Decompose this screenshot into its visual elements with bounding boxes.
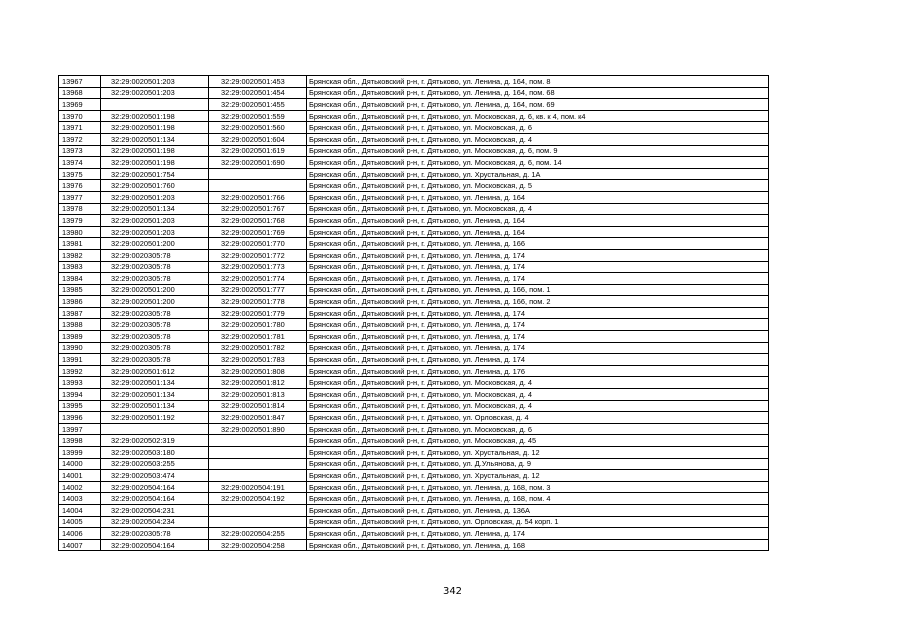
parent-cadastral-number-cell: 32:29:0020305:78	[101, 307, 209, 319]
parent-cadastral-number-cell: 32:29:0020501:134	[101, 389, 209, 401]
table-row	[59, 504, 769, 516]
table-row	[59, 470, 769, 482]
table-row	[59, 87, 769, 99]
row-number-cell: 14007	[59, 539, 101, 551]
parent-cadastral-number-cell: 32:29:0020502:319	[101, 435, 209, 447]
row-number-cell: 13990	[59, 342, 101, 354]
cadastral-number-cell	[209, 447, 307, 459]
row-number-cell: 13978	[59, 203, 101, 215]
table-row	[59, 238, 769, 250]
address-cell: Брянская обл., Дятьковский р-н, г. Дятьково, ул. Ленина, д. 164	[307, 191, 769, 203]
table-row	[59, 539, 769, 551]
address-cell: Брянская обл., Дятьковский р-н, г. Дятьково, ул. Ленина, д. 166, пом. 1	[307, 284, 769, 296]
row-number-cell: 13986	[59, 296, 101, 308]
address-cell: Брянская обл., Дятьковский р-н, г. Дятьково, ул. Ленина, д. 174	[307, 342, 769, 354]
cadastral-number-cell: 32:29:0020501:777	[209, 284, 307, 296]
row-number-cell: 13968	[59, 87, 101, 99]
cadastral-number-cell: 32:29:0020501:769	[209, 226, 307, 238]
row-number-cell: 13996	[59, 412, 101, 424]
cadastral-number-cell: 32:29:0020501:773	[209, 261, 307, 273]
cadastral-number-cell: 32:29:0020501:455	[209, 99, 307, 111]
table-row	[59, 493, 769, 505]
cadastral-number-cell: 32:29:0020501:847	[209, 412, 307, 424]
row-number-cell: 13980	[59, 226, 101, 238]
parent-cadastral-number-cell: 32:29:0020305:78	[101, 261, 209, 273]
parent-cadastral-number-cell: 32:29:0020501:200	[101, 284, 209, 296]
row-number-cell: 13981	[59, 238, 101, 250]
table-row	[59, 412, 769, 424]
address-cell: Брянская обл., Дятьковский р-н, г. Дятьково, ул. Московская, д. 4	[307, 133, 769, 145]
address-cell: Брянская обл., Дятьковский р-н, г. Дятьково, ул. Московская, д. 4	[307, 400, 769, 412]
address-cell: Брянская обл., Дятьковский р-н, г. Дятьково, ул. Хрустальная, д. 12	[307, 447, 769, 459]
address-cell: Брянская обл., Дятьковский р-н, г. Дятьково, ул. Московская, д. 4	[307, 203, 769, 215]
row-number-cell: 13999	[59, 447, 101, 459]
row-number-cell: 13995	[59, 400, 101, 412]
cadastral-number-cell	[209, 516, 307, 528]
table-row	[59, 516, 769, 528]
cadastral-number-cell	[209, 458, 307, 470]
row-number-cell: 13983	[59, 261, 101, 273]
cadastral-number-cell	[209, 504, 307, 516]
table-row	[59, 157, 769, 169]
row-number-cell: 13994	[59, 389, 101, 401]
address-cell: Брянская обл., Дятьковский р-н, г. Дятьково, ул. Хрустальная, д. 12	[307, 470, 769, 482]
table-row	[59, 377, 769, 389]
table-row	[59, 180, 769, 192]
parent-cadastral-number-cell: 32:29:0020501:203	[101, 215, 209, 227]
parent-cadastral-number-cell: 32:29:0020501:134	[101, 133, 209, 145]
table-row	[59, 168, 769, 180]
row-number-cell: 13993	[59, 377, 101, 389]
table-body	[59, 76, 769, 551]
parent-cadastral-number-cell: 32:29:0020501:198	[101, 145, 209, 157]
page-number: 342	[442, 586, 463, 597]
row-number-cell: 13972	[59, 133, 101, 145]
address-cell: Брянская обл., Дятьковский р-н, г. Дятьково, ул. Д.Ульянова, д. 9	[307, 458, 769, 470]
cadastral-number-cell: 32:29:0020501:814	[209, 400, 307, 412]
row-number-cell: 13985	[59, 284, 101, 296]
row-number-cell: 13974	[59, 157, 101, 169]
table-row	[59, 284, 769, 296]
cadastral-number-cell: 32:29:0020501:778	[209, 296, 307, 308]
address-cell: Брянская обл., Дятьковский р-н, г. Дятьково, ул. Ленина, д. 174	[307, 307, 769, 319]
table-row	[59, 203, 769, 215]
address-cell: Брянская обл., Дятьковский р-н, г. Дятьково, ул. Московская, д. 5	[307, 180, 769, 192]
address-cell: Брянская обл., Дятьковский р-н, г. Дятьково, ул. Ленина, д. 164	[307, 226, 769, 238]
table-row	[59, 261, 769, 273]
parent-cadastral-number-cell: 32:29:0020305:78	[101, 528, 209, 540]
row-number-cell: 13982	[59, 249, 101, 261]
cadastral-number-cell: 32:29:0020501:780	[209, 319, 307, 331]
cadastral-number-cell: 32:29:0020501:781	[209, 331, 307, 343]
address-cell: Брянская обл., Дятьковский р-н, г. Дятьково, ул. Московская, д. 6, пом. 9	[307, 145, 769, 157]
table-row	[59, 307, 769, 319]
address-cell: Брянская обл., Дятьковский р-н, г. Дятьково, ул. Московская, д. 6, кв. к 4, пом. к4	[307, 110, 769, 122]
address-cell: Брянская обл., Дятьковский р-н, г. Дятьково, ул. Хрустальная, д. 1А	[307, 168, 769, 180]
address-cell: Брянская обл., Дятьковский р-н, г. Дятьково, ул. Ленина, д. 164, пом. 8	[307, 76, 769, 88]
parent-cadastral-number-cell: 32:29:0020305:78	[101, 331, 209, 343]
cadastral-number-cell: 32:29:0020501:560	[209, 122, 307, 134]
address-cell: Брянская обл., Дятьковский р-н, г. Дятьково, ул. Ленина, д. 164	[307, 215, 769, 227]
cadastral-number-cell: 32:29:0020501:774	[209, 273, 307, 285]
row-number-cell: 13969	[59, 99, 101, 111]
parent-cadastral-number-cell: 32:29:0020503:180	[101, 447, 209, 459]
row-number-cell: 13967	[59, 76, 101, 88]
address-cell: Брянская обл., Дятьковский р-н, г. Дятьково, ул. Ленина, д. 174	[307, 261, 769, 273]
property-table	[58, 75, 769, 551]
address-cell: Брянская обл., Дятьковский р-н, г. Дятьково, ул. Ленина, д. 174	[307, 249, 769, 261]
table-row	[59, 342, 769, 354]
table-row	[59, 481, 769, 493]
table-row	[59, 296, 769, 308]
table-row	[59, 122, 769, 134]
table-row	[59, 423, 769, 435]
parent-cadastral-number-cell: 32:29:0020501:612	[101, 365, 209, 377]
row-number-cell: 14000	[59, 458, 101, 470]
parent-cadastral-number-cell: 32:29:0020501:198	[101, 122, 209, 134]
row-number-cell: 13988	[59, 319, 101, 331]
parent-cadastral-number-cell: 32:29:0020504:164	[101, 481, 209, 493]
row-number-cell: 14002	[59, 481, 101, 493]
table-row	[59, 249, 769, 261]
parent-cadastral-number-cell: 32:29:0020501:203	[101, 87, 209, 99]
row-number-cell: 13971	[59, 122, 101, 134]
address-cell: Брянская обл., Дятьковский р-н, г. Дятьково, ул. Ленина, д. 164, пом. 68	[307, 87, 769, 99]
cadastral-number-cell: 32:29:0020501:454	[209, 87, 307, 99]
parent-cadastral-number-cell: 32:29:0020305:78	[101, 249, 209, 261]
parent-cadastral-number-cell: 32:29:0020501:200	[101, 296, 209, 308]
address-cell: Брянская обл., Дятьковский р-н, г. Дятьково, ул. Ленина, д. 176	[307, 365, 769, 377]
cadastral-number-cell: 32:29:0020501:782	[209, 342, 307, 354]
row-number-cell: 13975	[59, 168, 101, 180]
cadastral-number-cell: 32:29:0020504:192	[209, 493, 307, 505]
table-row	[59, 76, 769, 88]
address-cell: Брянская обл., Дятьковский р-н, г. Дятьково, ул. Ленина, д. 136А	[307, 504, 769, 516]
row-number-cell: 13977	[59, 191, 101, 203]
table-row	[59, 215, 769, 227]
cadastral-number-cell: 32:29:0020501:604	[209, 133, 307, 145]
address-cell: Брянская обл., Дятьковский р-н, г. Дятьково, ул. Ленина, д. 168, пом. 3	[307, 481, 769, 493]
parent-cadastral-number-cell: 32:29:0020503:474	[101, 470, 209, 482]
table-row	[59, 365, 769, 377]
parent-cadastral-number-cell: 32:29:0020504:164	[101, 493, 209, 505]
address-cell: Брянская обл., Дятьковский р-н, г. Дятьково, ул. Московская, д. 4	[307, 389, 769, 401]
table-row	[59, 435, 769, 447]
address-cell: Брянская обл., Дятьковский р-н, г. Дятьково, ул. Ленина, д. 174	[307, 354, 769, 366]
table-row	[59, 133, 769, 145]
parent-cadastral-number-cell: 32:29:0020501:754	[101, 168, 209, 180]
parent-cadastral-number-cell: 32:29:0020501:203	[101, 226, 209, 238]
cadastral-number-cell: 32:29:0020501:690	[209, 157, 307, 169]
cadastral-number-cell: 32:29:0020501:779	[209, 307, 307, 319]
parent-cadastral-number-cell: 32:29:0020501:198	[101, 157, 209, 169]
address-cell: Брянская обл., Дятьковский р-н, г. Дятьково, ул. Орловская, д. 54 корп. 1	[307, 516, 769, 528]
address-cell: Брянская обл., Дятьковский р-н, г. Дятьково, ул. Ленина, д. 174	[307, 273, 769, 285]
table-row	[59, 319, 769, 331]
address-cell: Брянская обл., Дятьковский р-н, г. Дятьково, ул. Орловская, д. 4	[307, 412, 769, 424]
table-row	[59, 191, 769, 203]
address-cell: Брянская обл., Дятьковский р-н, г. Дятьково, ул. Ленина, д. 164, пом. 69	[307, 99, 769, 111]
parent-cadastral-number-cell	[101, 423, 209, 435]
parent-cadastral-number-cell: 32:29:0020501:203	[101, 76, 209, 88]
address-cell: Брянская обл., Дятьковский р-н, г. Дятьково, ул. Ленина, д. 166	[307, 238, 769, 250]
row-number-cell: 13991	[59, 354, 101, 366]
table-row	[59, 447, 769, 459]
table-row	[59, 389, 769, 401]
parent-cadastral-number-cell	[101, 99, 209, 111]
parent-cadastral-number-cell: 32:29:0020501:134	[101, 377, 209, 389]
address-cell: Брянская обл., Дятьковский р-н, г. Дятьково, ул. Ленина, д. 166, пом. 2	[307, 296, 769, 308]
table-row	[59, 458, 769, 470]
table-row	[59, 145, 769, 157]
address-cell: Брянская обл., Дятьковский р-н, г. Дятьково, ул. Московская, д. 45	[307, 435, 769, 447]
row-number-cell: 13976	[59, 180, 101, 192]
cadastral-number-cell: 32:29:0020504:255	[209, 528, 307, 540]
row-number-cell: 13979	[59, 215, 101, 227]
address-cell: Брянская обл., Дятьковский р-н, г. Дятьково, ул. Ленина, д. 174	[307, 331, 769, 343]
address-cell: Брянская обл., Дятьковский р-н, г. Дятьково, ул. Ленина, д. 168	[307, 539, 769, 551]
cadastral-number-cell: 32:29:0020501:812	[209, 377, 307, 389]
cadastral-number-cell	[209, 180, 307, 192]
table-row	[59, 110, 769, 122]
row-number-cell: 13992	[59, 365, 101, 377]
row-number-cell: 13970	[59, 110, 101, 122]
address-cell: Брянская обл., Дятьковский р-н, г. Дятьково, ул. Ленина, д. 168, пом. 4	[307, 493, 769, 505]
cadastral-number-cell: 32:29:0020501:619	[209, 145, 307, 157]
parent-cadastral-number-cell: 32:29:0020501:760	[101, 180, 209, 192]
parent-cadastral-number-cell: 32:29:0020504:164	[101, 539, 209, 551]
cadastral-number-cell: 32:29:0020501:767	[209, 203, 307, 215]
parent-cadastral-number-cell: 32:29:0020501:192	[101, 412, 209, 424]
address-cell: Брянская обл., Дятьковский р-н, г. Дятьково, ул. Московская, д. 4	[307, 377, 769, 389]
address-cell: Брянская обл., Дятьковский р-н, г. Дятьково, ул. Московская, д. 6	[307, 122, 769, 134]
cadastral-number-cell: 32:29:0020504:191	[209, 481, 307, 493]
cadastral-number-cell: 32:29:0020504:258	[209, 539, 307, 551]
cadastral-number-cell: 32:29:0020501:559	[209, 110, 307, 122]
table-row	[59, 354, 769, 366]
row-number-cell: 14005	[59, 516, 101, 528]
table-row	[59, 331, 769, 343]
row-number-cell: 13997	[59, 423, 101, 435]
cadastral-number-cell	[209, 168, 307, 180]
cadastral-number-cell	[209, 435, 307, 447]
row-number-cell: 13987	[59, 307, 101, 319]
cadastral-number-cell: 32:29:0020501:808	[209, 365, 307, 377]
parent-cadastral-number-cell: 32:29:0020305:78	[101, 319, 209, 331]
cadastral-number-cell: 32:29:0020501:453	[209, 76, 307, 88]
cadastral-number-cell	[209, 470, 307, 482]
cadastral-number-cell: 32:29:0020501:768	[209, 215, 307, 227]
parent-cadastral-number-cell: 32:29:0020305:78	[101, 342, 209, 354]
table-row	[59, 273, 769, 285]
row-number-cell: 14006	[59, 528, 101, 540]
parent-cadastral-number-cell: 32:29:0020501:134	[101, 203, 209, 215]
parent-cadastral-number-cell: 32:29:0020503:255	[101, 458, 209, 470]
parent-cadastral-number-cell: 32:29:0020501:203	[101, 191, 209, 203]
parent-cadastral-number-cell: 32:29:0020501:200	[101, 238, 209, 250]
row-number-cell: 14003	[59, 493, 101, 505]
parent-cadastral-number-cell: 32:29:0020501:134	[101, 400, 209, 412]
cadastral-number-cell: 32:29:0020501:813	[209, 389, 307, 401]
row-number-cell: 14001	[59, 470, 101, 482]
cadastral-number-cell: 32:29:0020501:890	[209, 423, 307, 435]
cadastral-number-cell: 32:29:0020501:766	[209, 191, 307, 203]
table-row	[59, 528, 769, 540]
address-cell: Брянская обл., Дятьковский р-н, г. Дятьково, ул. Московская, д. 6, пом. 14	[307, 157, 769, 169]
address-cell: Брянская обл., Дятьковский р-н, г. Дятьково, ул. Московская, д. 6	[307, 423, 769, 435]
cadastral-number-cell: 32:29:0020501:772	[209, 249, 307, 261]
parent-cadastral-number-cell: 32:29:0020501:198	[101, 110, 209, 122]
parent-cadastral-number-cell: 32:29:0020504:231	[101, 504, 209, 516]
cadastral-number-cell: 32:29:0020501:783	[209, 354, 307, 366]
table-row	[59, 400, 769, 412]
table-row	[59, 226, 769, 238]
address-cell: Брянская обл., Дятьковский р-н, г. Дятьково, ул. Ленина, д. 174	[307, 319, 769, 331]
parent-cadastral-number-cell: 32:29:0020504:234	[101, 516, 209, 528]
row-number-cell: 13984	[59, 273, 101, 285]
row-number-cell: 14004	[59, 504, 101, 516]
parent-cadastral-number-cell: 32:29:0020305:78	[101, 354, 209, 366]
parent-cadastral-number-cell: 32:29:0020305:78	[101, 273, 209, 285]
cadastral-number-cell: 32:29:0020501:770	[209, 238, 307, 250]
row-number-cell: 13973	[59, 145, 101, 157]
table-row	[59, 99, 769, 111]
address-cell: Брянская обл., Дятьковский р-н, г. Дятьково, ул. Ленина, д. 174	[307, 528, 769, 540]
row-number-cell: 13998	[59, 435, 101, 447]
row-number-cell: 13989	[59, 331, 101, 343]
